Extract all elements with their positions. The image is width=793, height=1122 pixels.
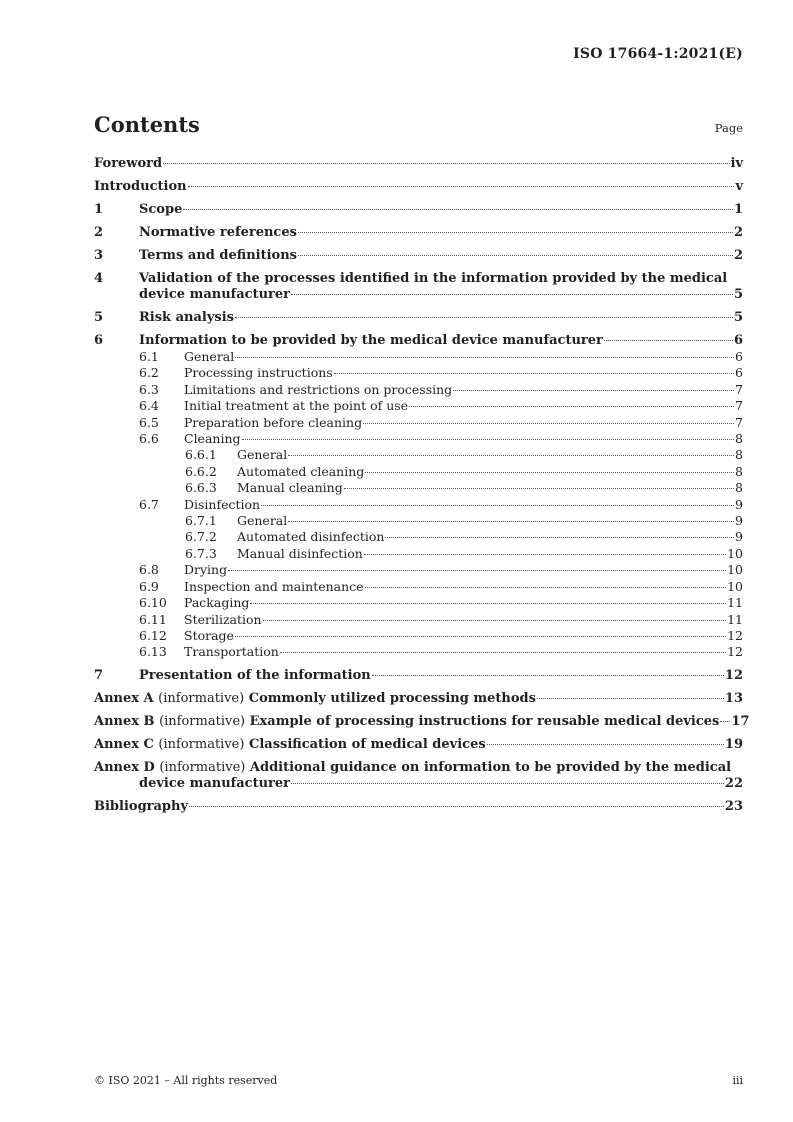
toc-label: Manual cleaning — [237, 480, 343, 496]
toc-label-continued: device manufacturer — [139, 287, 291, 302]
toc-label: Introduction — [94, 179, 187, 194]
toc-entry-clause-1[interactable] — [94, 202, 743, 218]
toc-label: Processing instructions — [184, 365, 333, 381]
toc-page: 9 — [735, 513, 743, 529]
dot-leader — [183, 209, 733, 210]
dot-leader — [365, 587, 727, 588]
toc-page: 8 — [735, 480, 743, 496]
toc-label: Packaging — [184, 595, 250, 611]
toc-entry-6-7[interactable] — [94, 497, 743, 513]
toc-entry-6-11[interactable] — [94, 612, 743, 628]
toc-number: 6.10 — [139, 595, 167, 611]
toc-entry-annex-c[interactable] — [94, 737, 743, 753]
dot-leader — [372, 675, 724, 676]
page-column-label: Page — [714, 121, 743, 135]
dot-leader — [280, 652, 726, 653]
toc-entry-clause-4[interactable] — [94, 271, 743, 303]
toc-entry-6-6-2[interactable] — [94, 464, 743, 480]
toc-entry-6-4[interactable] — [94, 398, 743, 414]
dot-leader — [385, 537, 734, 538]
toc-number: 6.8 — [139, 562, 159, 578]
toc-entry-6-12[interactable] — [94, 628, 743, 644]
toc-page: 8 — [735, 431, 743, 447]
toc-page: 1 — [733, 202, 743, 217]
toc-label: Example of processing instructions for reusable medical devices — [249, 713, 720, 729]
toc-entry-6-10[interactable] — [94, 595, 743, 611]
dot-leader — [409, 406, 734, 407]
toc-annex-prefix: Annex A — [94, 690, 154, 706]
toc-label: Inspection and maintenance — [184, 578, 364, 594]
toc-page: 2 — [733, 248, 743, 263]
toc-number: 6.6.1 — [185, 447, 217, 463]
page-footer — [94, 1074, 743, 1087]
dot-leader — [291, 294, 733, 295]
toc-label: General — [184, 349, 235, 364]
toc-page: 10 — [727, 578, 743, 594]
toc-annex-prefix: Annex C — [94, 736, 154, 752]
toc-label: Automated cleaning — [237, 463, 365, 479]
toc-entry-6-6-1[interactable] — [94, 447, 743, 463]
toc-label-continued: device manufacturer — [139, 775, 291, 791]
dot-leader — [487, 744, 724, 745]
toc-number: 6.13 — [139, 644, 167, 660]
toc-label: Additional guidance on information to be provided by the medical — [249, 759, 732, 775]
toc-page: 7 — [735, 381, 743, 397]
toc-label: Commonly utilized processing methods — [248, 690, 536, 706]
toc-entry-6-13[interactable] — [94, 644, 743, 660]
toc-entry-clause-6[interactable] — [94, 333, 743, 349]
toc-label: Scope — [139, 202, 183, 217]
dot-leader — [298, 232, 733, 233]
dot-leader — [298, 255, 733, 256]
toc-annex-type: (informative) — [158, 736, 245, 752]
toc-annex-type: (informative) — [159, 713, 246, 729]
copyright-notice: © ISO 2021 – All rights reserved — [94, 1074, 278, 1087]
toc-label: Transportation — [184, 644, 279, 660]
toc-label: Terms and definitions — [139, 248, 297, 263]
toc-label: Automated disinfection — [237, 529, 385, 545]
toc-number: 6.6.3 — [185, 480, 217, 496]
toc-number: 6.9 — [139, 578, 159, 594]
toc-label: Disinfection — [184, 496, 261, 512]
document-code: ISO 17664-1:2021(E) — [573, 46, 743, 62]
toc-number: 6.3 — [139, 381, 159, 397]
dot-leader — [188, 186, 735, 187]
toc-number: 6.6 — [139, 431, 159, 447]
toc-page: 11 — [727, 595, 743, 611]
toc-number: 6 — [94, 333, 104, 348]
dot-leader — [235, 636, 726, 637]
toc-page: 12 — [727, 627, 743, 643]
toc-number: 7 — [94, 667, 104, 683]
toc-page: 6 — [733, 333, 743, 348]
dot-leader — [261, 505, 734, 506]
toc-page: 9 — [735, 496, 743, 512]
dot-leader — [364, 554, 726, 555]
dot-leader — [365, 472, 734, 473]
toc-entry-clause-7[interactable] — [94, 668, 743, 684]
toc-entry-6-6-3[interactable] — [94, 480, 743, 496]
dot-leader — [344, 488, 734, 489]
contents-header — [94, 112, 743, 137]
toc-entry-6-5[interactable] — [94, 415, 743, 431]
toc-label: Validation of the processes identified in the information provided by the medical — [139, 271, 728, 286]
dot-leader — [250, 603, 726, 604]
toc-entry-6-6[interactable] — [94, 431, 743, 447]
toc-entry-bibliography[interactable] — [94, 799, 743, 815]
dot-leader — [334, 373, 734, 374]
toc-label: General — [237, 513, 288, 529]
toc-entry-introduction[interactable] — [94, 179, 743, 195]
toc-label: Sterilization — [184, 611, 262, 627]
toc-label: Risk analysis — [139, 310, 234, 325]
dot-leader — [537, 698, 724, 699]
toc-number: 3 — [94, 248, 104, 263]
toc-number: 6.5 — [139, 414, 159, 430]
toc-page: 6 — [735, 365, 743, 381]
toc-page: 23 — [724, 798, 743, 814]
toc-entry-6-3[interactable] — [94, 382, 743, 398]
dot-leader — [263, 620, 727, 621]
toc-number: 6.11 — [139, 611, 167, 627]
toc-annex-type: (informative) — [158, 690, 245, 706]
toc-number: 6.12 — [139, 627, 167, 643]
toc-page: 6 — [735, 349, 743, 364]
toc-page: 22 — [724, 775, 743, 791]
dot-leader — [228, 570, 726, 571]
toc-number: 6.6.2 — [185, 463, 217, 479]
toc-label: Bibliography — [94, 798, 189, 814]
toc-entry-clause-3[interactable] — [94, 248, 743, 264]
dot-leader — [242, 439, 735, 440]
toc-entry-6-8[interactable] — [94, 562, 743, 578]
toc-label: Presentation of the information — [139, 667, 371, 683]
table-of-contents — [94, 156, 750, 815]
dot-leader — [163, 163, 729, 164]
toc-entry-foreword[interactable] — [94, 156, 743, 172]
toc-number: 6.2 — [139, 365, 159, 381]
toc-page: 10 — [727, 562, 743, 578]
dot-leader — [363, 423, 734, 424]
toc-entry-annex-d[interactable] — [94, 760, 743, 792]
toc-page: 7 — [735, 414, 743, 430]
toc-page: 19 — [724, 736, 743, 752]
page-title: Contents — [94, 112, 200, 137]
toc-label: Storage — [184, 627, 234, 643]
toc-annex-prefix: Annex B — [94, 713, 155, 729]
toc-label: Cleaning — [184, 431, 241, 447]
toc-page: 5 — [733, 287, 743, 302]
toc-label: Limitations and restrictions on processing — [184, 381, 453, 397]
toc-page: 8 — [735, 447, 743, 463]
dot-leader — [288, 455, 734, 456]
toc-number: 1 — [94, 202, 104, 217]
toc-label: Information to be provided by the medical device manufacturer — [139, 333, 603, 348]
toc-annex-prefix: Annex D — [94, 759, 155, 775]
dot-leader — [235, 317, 733, 318]
toc-label: Manual disinfection — [237, 545, 363, 561]
toc-entry-6-2[interactable] — [94, 365, 743, 381]
toc-entry-6-7-2[interactable] — [94, 529, 743, 545]
toc-page: 2 — [733, 225, 743, 240]
toc-entry-6-7-1[interactable] — [94, 513, 743, 529]
dot-leader — [453, 390, 734, 391]
dot-leader — [235, 357, 734, 358]
toc-page: 10 — [727, 545, 743, 561]
toc-label: Foreword — [94, 156, 163, 171]
toc-number: 6.7.1 — [185, 513, 217, 529]
toc-page: 7 — [735, 398, 743, 414]
toc-page: 11 — [727, 611, 743, 627]
toc-number: 6.7.2 — [185, 529, 217, 545]
toc-number: 6.7 — [139, 496, 159, 512]
toc-page: 12 — [727, 644, 743, 660]
toc-number: 2 — [94, 225, 104, 240]
toc-number: 5 — [94, 310, 104, 325]
toc-entry-annex-a[interactable] — [94, 691, 743, 707]
toc-page: 12 — [724, 667, 743, 683]
toc-number: 6.7.3 — [185, 545, 217, 561]
dot-leader — [288, 521, 734, 522]
toc-label: Classification of medical devices — [248, 736, 486, 752]
dot-leader — [720, 721, 730, 722]
toc-page: 9 — [735, 529, 743, 545]
toc-label: Normative references — [139, 225, 297, 240]
dot-leader — [604, 340, 733, 341]
toc-page: 17 — [731, 713, 750, 729]
toc-number: 4 — [94, 271, 104, 286]
toc-label: Preparation before cleaning — [184, 414, 363, 430]
toc-page: 5 — [733, 310, 743, 325]
toc-label: Drying — [184, 562, 228, 578]
toc-number: 6.4 — [139, 398, 159, 414]
toc-entry-annex-b[interactable] — [94, 713, 750, 730]
page-number: iii — [732, 1074, 743, 1087]
toc-page: 8 — [735, 463, 743, 479]
toc-label: Initial treatment at the point of use — [184, 398, 409, 414]
toc-entry-clause-2[interactable] — [94, 225, 743, 241]
dot-leader — [189, 806, 724, 807]
toc-number: 6.1 — [139, 349, 159, 364]
toc-page: v — [735, 179, 743, 194]
toc-entry-6-1[interactable] — [94, 349, 743, 365]
toc-entry-6-9[interactable] — [94, 579, 743, 595]
toc-page: iv — [730, 156, 743, 171]
toc-page: 13 — [724, 690, 743, 706]
toc-entry-clause-5[interactable] — [94, 310, 743, 326]
toc-label: General — [237, 447, 288, 463]
toc-entry-6-7-3[interactable] — [94, 546, 743, 562]
toc-annex-type: (informative) — [159, 759, 246, 775]
dot-leader — [291, 783, 724, 784]
